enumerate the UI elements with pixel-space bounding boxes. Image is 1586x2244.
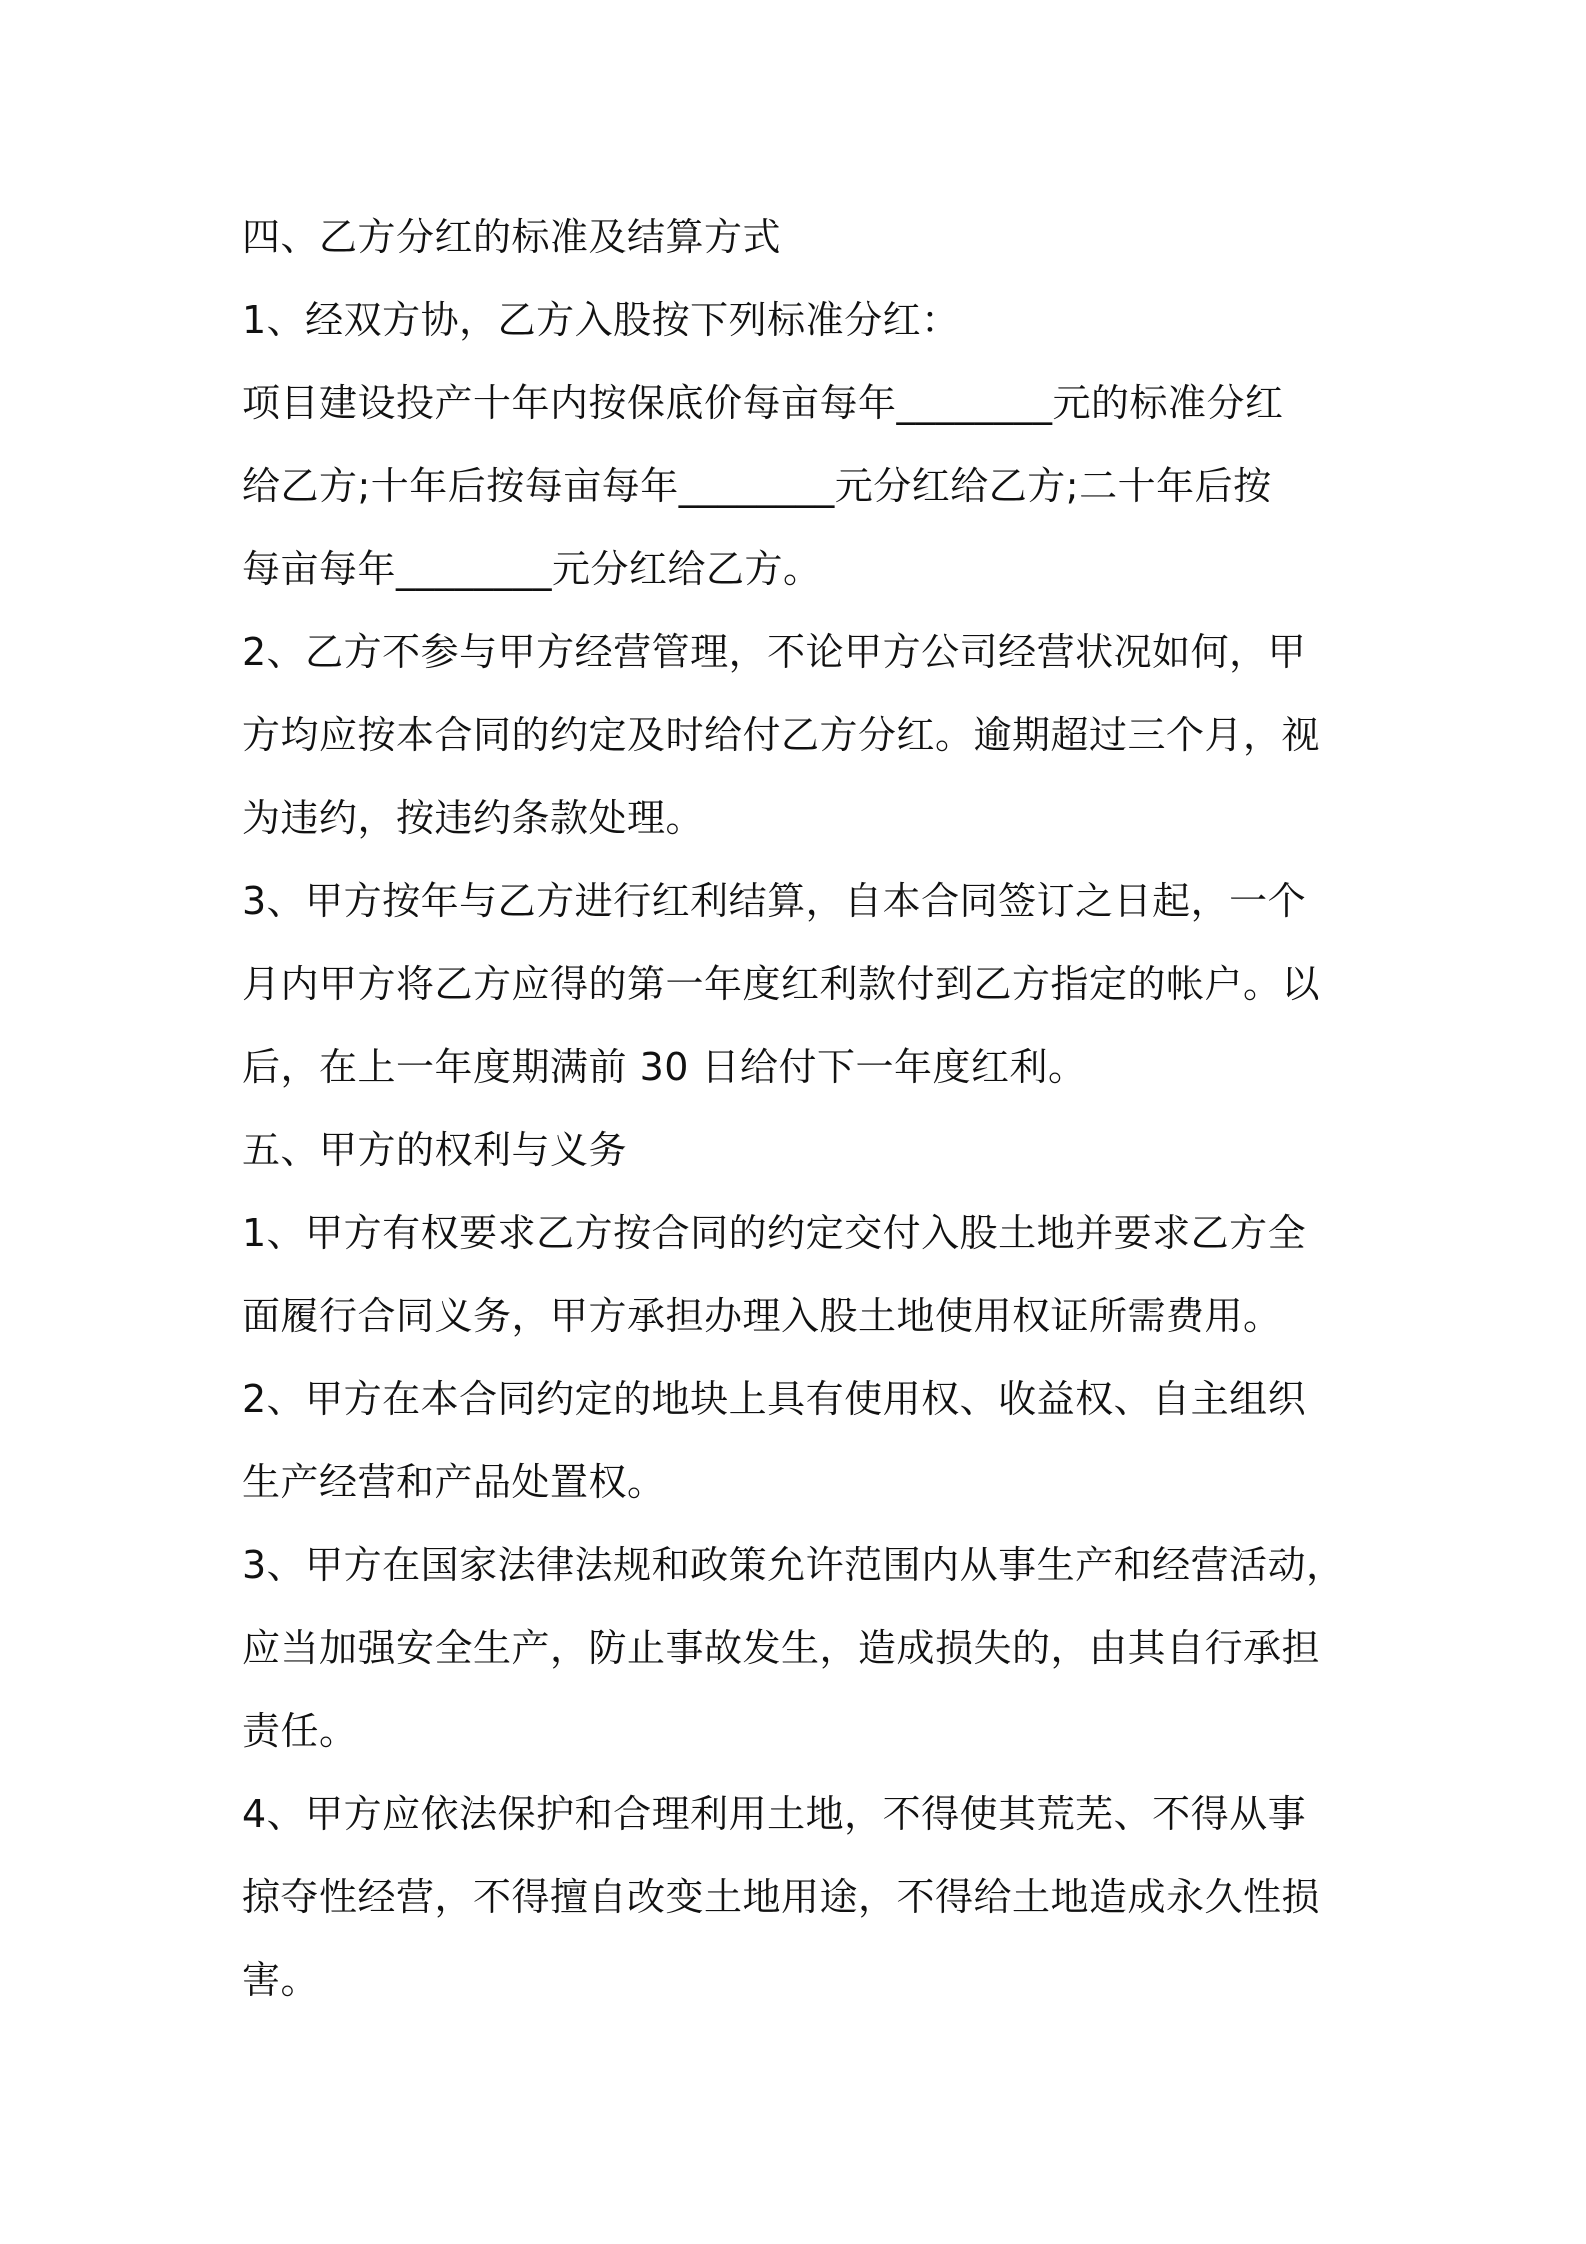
- paragraph-line: 月内甲方将乙方应得的第一年度红利款付到乙方指定的帐户。以: [242, 962, 1321, 1006]
- paragraph-line: 3、甲方按年与乙方进行红利结算，自本合同签订之日起，一个: [242, 879, 1307, 923]
- paragraph-line: 为违约，按违约条款处理。: [242, 796, 705, 840]
- document-body: [242, 196, 1354, 2022]
- section-heading-4: 四、乙方分红的标准及结算方式: [242, 215, 782, 259]
- paragraph-line: 面履行合同义务，甲方承担办理入股土地使用权证所需费用。: [242, 1294, 1282, 1338]
- paragraph-line: 生产经营和产品处置权。: [242, 1460, 666, 1504]
- paragraph-line: 掠夺性经营，不得擅自改变土地用途，不得给土地造成永久性损: [242, 1875, 1321, 1919]
- paragraph-line: 责任。: [242, 1709, 358, 1753]
- paragraph-line: 应当加强安全生产，防止事故发生，造成损失的，由其自行承担: [242, 1626, 1321, 1670]
- paragraph-line: 后，在上一年度期满前 30 日给付下一年度红利。: [242, 1045, 1087, 1089]
- paragraph-line: 4、甲方应依法保护和合理利用土地，不得使其荒芜、不得从事: [242, 1792, 1307, 1836]
- paragraph-line: 项目建设投产十年内按保底价每亩每年________元的标准分红: [242, 381, 1284, 425]
- paragraph-line: 害。: [242, 1958, 320, 2002]
- paragraph-line: 2、乙方不参与甲方经营管理，不论甲方公司经营状况如何，甲: [242, 630, 1307, 674]
- paragraph-line: 1、甲方有权要求乙方按合同的约定交付入股土地并要求乙方全: [242, 1211, 1307, 1255]
- section-heading-5: 五、甲方的权利与义务: [242, 1128, 628, 1172]
- paragraph-line: 给乙方;十年后按每亩每年________元分红给乙方;二十年后按: [242, 464, 1272, 508]
- paragraph-line: 方均应按本合同的约定及时给付乙方分红。逾期超过三个月，视: [242, 713, 1321, 757]
- paragraph-line: 2、甲方在本合同约定的地块上具有使用权、收益权、自主组织: [242, 1377, 1307, 1421]
- paragraph-line: 1、经双方协，乙方入股按下列标准分红：: [242, 298, 960, 342]
- paragraph-line: 3、甲方在国家法律法规和政策允许范围内从事生产和经营活动，: [242, 1543, 1345, 1587]
- paragraph-line: 每亩每年________元分红给乙方。: [242, 547, 822, 591]
